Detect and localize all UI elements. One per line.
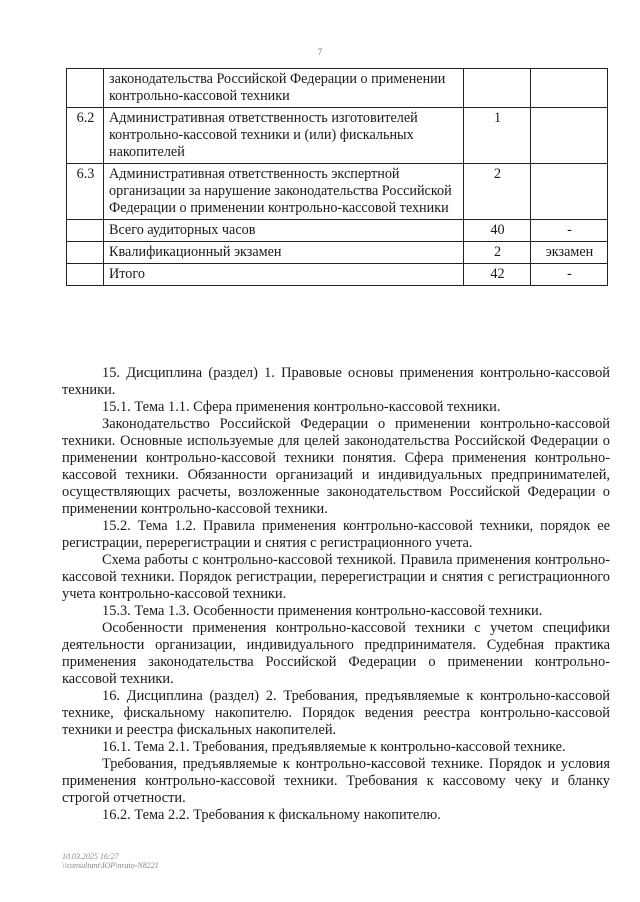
topic-heading: 15.3. Тема 1.3. Особенности применения контрольно-кассовой техники. [102, 603, 543, 619]
topic-content: Требования, предъявляемые к контрольно-кассовой технике. Порядок и условия применения контрольно-кассовой техники. Требования к кассовому чеку и бланку строгой отчетности. [62, 756, 610, 806]
table-row [67, 164, 608, 220]
topic-heading: 16.1. Тема 2.1. Требования, предъявляемые к контрольно-кассовой технике. [102, 739, 566, 755]
row-hours: 2 [464, 164, 531, 220]
row-control-form [531, 164, 608, 220]
topic-content: Законодательство Российской Федерации о применении контрольно-кассовой техники. Основные используемые для целей законодательства Российской Федерации о применении контрольно-кассовой техники понятия. Сфера применения контрольно-кассовой техники. Обязанности организаций и индивидуальных предпринимателей, осуществляющих расчеты, возложенные законодательством Российской Федерации о применении контрольно-кассовой техники. [62, 416, 610, 517]
row-number [67, 264, 104, 286]
table-row [67, 69, 608, 108]
row-topic: Административная ответственность изготовителей контрольно-кассовой техники и (или) фискальных накопителей [104, 108, 464, 164]
table-row [67, 242, 608, 264]
table-row [67, 220, 608, 242]
row-number: 6.3 [67, 164, 104, 220]
footer-file-path: \\consultant\ЮР\nrato-N8221 [62, 861, 159, 870]
row-number [67, 69, 104, 108]
row-topic: Квалификационный экзамен [104, 242, 464, 264]
row-hours: 40 [464, 220, 531, 242]
table-row [67, 108, 608, 164]
row-topic: законодательства Российской Федерации о применении контрольно-кассовой техники [104, 69, 464, 108]
row-topic: Всего аудиторных часов [104, 220, 464, 242]
section-heading: 15. Дисциплина (раздел) 1. Правовые основы применения контрольно-кассовой техники. [62, 365, 610, 398]
row-control-form: экзамен [531, 242, 608, 264]
row-number: 6.2 [67, 108, 104, 164]
topic-heading: 15.2. Тема 1.2. Правила применения контрольно-кассовой техники, порядок ее регистрации, перерегистрации и снятия с регистрационного учета. [62, 518, 610, 551]
row-topic: Итого [104, 264, 464, 286]
row-control-form [531, 69, 608, 108]
row-hours [464, 69, 531, 108]
document-body [62, 365, 610, 824]
row-control-form: - [531, 220, 608, 242]
row-topic: Административная ответственность экспертной организации за нарушение законодательства Российской Федерации о применении контрольно-кассовой техники [104, 164, 464, 220]
topic-heading: 15.1. Тема 1.1. Сфера применения контрольно-кассовой техники. [102, 399, 501, 415]
row-control-form [531, 108, 608, 164]
row-number [67, 220, 104, 242]
topic-content: Особенности применения контрольно-кассовой техники с учетом специфики деятельности организации, индивидуального предпринимателя. Судебная практика применения законодательства Российской Федерации о применении контрольно-кассовой техники. [62, 620, 610, 687]
table-row [67, 264, 608, 286]
topic-content: Схема работы с контрольно-кассовой техникой. Правила применения контрольно-кассовой техники. Порядок регистрации, перерегистрации и снятия с регистрационного учета контрольно-кассовой техники. [62, 552, 610, 602]
section-heading: 16. Дисциплина (раздел) 2. Требования, предъявляемые к контрольно-кассовой технике, фискальному накопителю. Порядок ведения реестра контрольно-кассовой техники и реестра фискальных накопителей. [62, 688, 610, 738]
footer-stamp [62, 852, 159, 870]
row-control-form: - [531, 264, 608, 286]
topic-heading: 16.2. Тема 2.2. Требования к фискальному накопителю. [102, 807, 441, 823]
row-hours: 42 [464, 264, 531, 286]
page-number: 7 [317, 47, 323, 57]
row-hours: 1 [464, 108, 531, 164]
row-number [67, 242, 104, 264]
program-table [66, 68, 608, 286]
row-hours: 2 [464, 242, 531, 264]
footer-timestamp: 10.03.2025 16:27 [62, 852, 119, 861]
